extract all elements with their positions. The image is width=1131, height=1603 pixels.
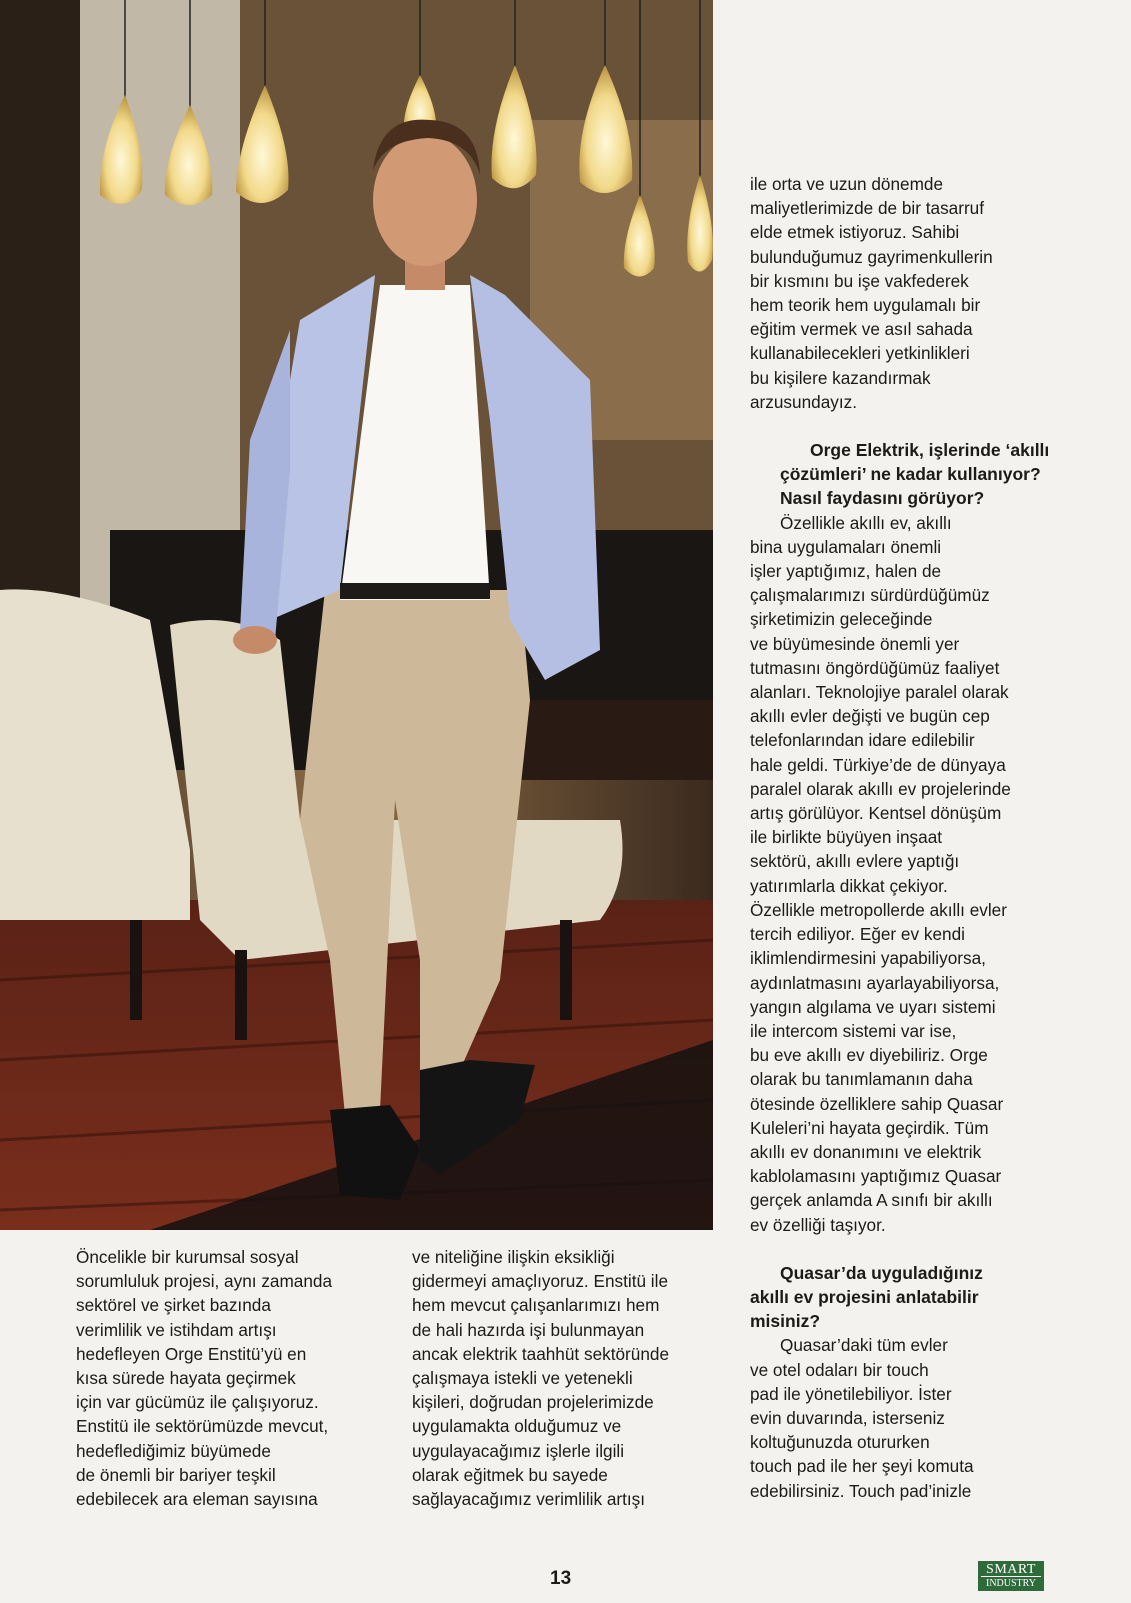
- text-line: telefonlarından idare edilebilir: [750, 730, 975, 751]
- text-line: bu eve akıllı ev diyebiliriz. Orge: [750, 1045, 988, 1066]
- text-line: olarak eğitmek bu sayede: [412, 1464, 608, 1485]
- text-line: Quasar’da uyguladığınız: [780, 1262, 983, 1283]
- text-line: hedeflediğimiz büyümede: [76, 1440, 271, 1461]
- text-line: hem mevcut çalışanlarımızı hem: [412, 1295, 660, 1316]
- photo-illustration: [0, 0, 713, 1230]
- text-line: alanları. Teknolojiye paralel olarak: [750, 682, 1009, 703]
- text-line: olarak bu tanımlamanın daha: [750, 1069, 973, 1090]
- text-line: hale geldi. Türkiye’de de dünyaya: [750, 754, 1006, 775]
- text-line: ev özelliği taşıyor.: [750, 1214, 886, 1235]
- text-line: Öncelikle bir kurumsal sosyal: [76, 1247, 299, 1267]
- text-line: ile orta ve uzun dönemde: [750, 174, 944, 194]
- text-line: de önemli bir bariyer teşkil: [76, 1464, 276, 1485]
- text-line: artış görülüyor. Kentsel dönüşüm: [750, 803, 1002, 824]
- text-line: ve otel odaları bir touch: [750, 1359, 929, 1380]
- text-line: Enstitü ile sektörümüzde mevcut,: [76, 1416, 329, 1437]
- text-line: sağlayacağımız verimlilik artışı: [412, 1489, 646, 1510]
- text-line: verimlilik ve istihdam artışı: [76, 1319, 277, 1340]
- text-line: misiniz?: [750, 1311, 821, 1332]
- text-line: bir kısmını bu işe vakfederek: [750, 270, 969, 291]
- answer-paragraph-1: [750, 511, 1070, 1237]
- text-line: akıllı ev donanımını ve elektrik: [750, 1141, 982, 1162]
- text-line: bu kişilere kazandırmak: [750, 367, 931, 388]
- text-line: Quasar’daki tüm evler: [780, 1335, 948, 1356]
- text-line: eğitim vermek ve asıl sahada: [750, 319, 973, 340]
- text-line: paralel olarak akıllı ev projelerinde: [750, 778, 1011, 799]
- logo-line-2: INDUSTRY: [981, 1576, 1041, 1590]
- text-line: bulunduğumuz gayrimenkullerin: [750, 246, 993, 267]
- text-line: kısa sürede hayata geçirmek: [76, 1368, 296, 1389]
- text-line: aydınlatmasını ayarlayabiliyorsa,: [750, 972, 1000, 993]
- text-line: hedefleyen Orge Enstitü’yü en: [76, 1343, 307, 1364]
- text-line: edebilirsiniz. Touch pad’inizle: [750, 1480, 972, 1501]
- text-line: ile intercom sistemi var ise,: [750, 1020, 957, 1041]
- text-line: Nasıl faydasını görüyor?: [780, 488, 985, 509]
- text-line: çalışmaya istekli ve yetenekli: [412, 1368, 633, 1389]
- text-line: kullanabilecekleri yetkinlikleri: [750, 343, 970, 364]
- text-line: ancak elektrik taahhüt sektöründe: [412, 1343, 670, 1364]
- text-line: koltuğunuzda otururken: [750, 1432, 930, 1453]
- text-line: touch pad ile her şeyi komuta: [750, 1456, 974, 1477]
- text-line: akıllı ev projesini anlatabilir: [750, 1286, 979, 1307]
- text-line: ve büyümesinde önemli yer: [750, 633, 960, 654]
- right-column: [750, 172, 1070, 1503]
- text-line: gerçek anlamda A sınıfı bir akıllı: [750, 1190, 993, 1211]
- text-line: maliyetlerimizde de bir tasarruf: [750, 198, 985, 219]
- smart-industry-logo: [978, 1561, 1044, 1591]
- text-line: tercih ediliyor. Eğer ev kendi: [750, 924, 965, 945]
- portrait-photo: [0, 0, 713, 1230]
- text-line: Orge Elektrik, işlerinde ‘akıllı: [810, 440, 1050, 461]
- text-line: yatırımlarla dikkat çekiyor.: [750, 875, 948, 896]
- text-line: iklimlendirmesini yapabiliyorsa,: [750, 948, 986, 969]
- right-intro-paragraph: [750, 172, 1070, 414]
- question-heading-2: [750, 1261, 1070, 1334]
- text-line: tutmasını öngördüğümüz faaliyet: [750, 657, 1000, 678]
- text-line: elde etmek istiyoruz. Sahibi: [750, 222, 960, 243]
- text-line: ve niteliğine ilişkin eksikliği: [412, 1247, 615, 1267]
- text-line: gidermeyi amaçlıyoruz. Enstitü ile: [412, 1271, 668, 1292]
- text-line: ötesinde özelliklere sahip Quasar: [750, 1093, 1004, 1114]
- text-line: bina uygulamaları önemli: [750, 536, 942, 557]
- page-number: 13: [550, 1568, 572, 1589]
- text-line: işler yaptığımız, halen de: [750, 561, 942, 582]
- text-line: uygulayacağımız işlerle ilgili: [412, 1440, 625, 1461]
- text-line: kişileri, doğrudan projelerimizde: [412, 1392, 654, 1413]
- logo-line-1: SMART: [986, 1562, 1036, 1577]
- text-line: şirketimizin geleceğinde: [750, 609, 933, 630]
- text-line: uygulamakta olduğumuz ve: [412, 1416, 622, 1437]
- text-line: de hali hazırda işi bulunmayan: [412, 1319, 645, 1340]
- text-line: hem teorik hem uygulamalı bir: [750, 295, 981, 316]
- text-line: sorumluluk projesi, aynı zamanda: [76, 1271, 333, 1292]
- text-line: çözümleri’ ne kadar kullanıyor?: [780, 464, 1041, 485]
- bottom-middle-column: [412, 1245, 717, 1511]
- text-line: Özellikle metropollerde akıllı evler: [750, 899, 1007, 920]
- text-line: ile birlikte büyüyen inşaat: [750, 827, 943, 848]
- question-heading-1: [750, 438, 1070, 511]
- text-line: için var gücümüz ile çalışıyoruz.: [76, 1392, 319, 1413]
- text-line: sektörel ve şirket bazında: [76, 1295, 271, 1316]
- text-line: sektörü, akıllı evlere yaptığı: [750, 851, 960, 872]
- answer-paragraph-2: [750, 1333, 1070, 1502]
- text-line: arzusundayız.: [750, 391, 858, 412]
- text-line: yangın algılama ve uyarı sistemi: [750, 996, 996, 1017]
- bottom-left-column: [76, 1245, 381, 1511]
- text-line: Özellikle akıllı ev, akıllı: [780, 512, 952, 533]
- text-line: edebilecek ara eleman sayısına: [76, 1489, 318, 1510]
- text-line: pad ile yönetilebiliyor. İster: [750, 1383, 952, 1404]
- text-line: evin duvarında, isterseniz: [750, 1407, 945, 1428]
- text-line: kablolamasını yaptığımız Quasar: [750, 1166, 1002, 1187]
- text-line: Kuleleri’ni hayata geçirdik. Tüm: [750, 1117, 989, 1138]
- text-line: çalışmalarımızı sürdürdüğümüz: [750, 585, 990, 606]
- text-line: akıllı evler değişti ve bugün cep: [750, 706, 990, 727]
